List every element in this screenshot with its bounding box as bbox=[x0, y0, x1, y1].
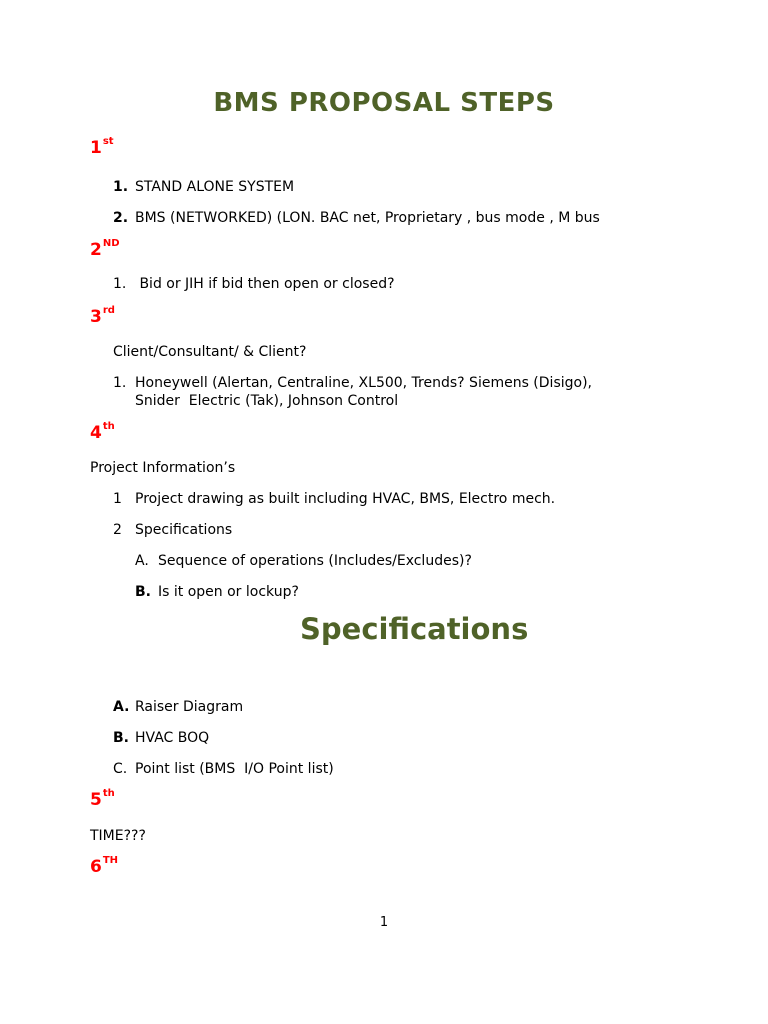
document-title: BMS PROPOSAL STEPS bbox=[213, 88, 555, 118]
step-3-heading: 3rd bbox=[90, 305, 115, 327]
list-item: HVAC BOQ bbox=[135, 730, 210, 746]
step-6-heading: 6TH bbox=[90, 855, 119, 877]
list-marker: 1 bbox=[113, 491, 122, 507]
list-item: Bid or JIH if bid then open or closed? bbox=[135, 276, 395, 292]
step-4-heading: 4th bbox=[90, 421, 115, 443]
list-marker: 2 bbox=[113, 522, 122, 538]
list-marker: B. bbox=[113, 730, 129, 746]
step-3-intro: Client/Consultant/ & Client? bbox=[113, 344, 307, 360]
step-1-heading: 1st bbox=[90, 136, 114, 158]
step-5-heading: 5th bbox=[90, 788, 115, 810]
list-item: Point list (BMS I/O Point list) bbox=[135, 761, 334, 777]
list-item: Project drawing as built including HVAC, BMS, Electro mech. bbox=[135, 491, 556, 507]
step-2-heading: 2ND bbox=[90, 238, 120, 260]
list-marker: C. bbox=[113, 761, 128, 777]
step-4-intro: Project Information’s bbox=[90, 460, 236, 476]
sub-list-marker: A. bbox=[135, 553, 149, 569]
list-marker: 1. bbox=[113, 375, 127, 391]
list-item: STAND ALONE SYSTEM bbox=[135, 179, 295, 195]
list-item: BMS (NETWORKED) (LON. BAC net, Proprietary , bus mode , M bus bbox=[135, 210, 600, 226]
section-title-specifications: Specifications bbox=[300, 612, 529, 646]
sub-list-item: Is it open or lockup? bbox=[158, 584, 299, 600]
sub-list-marker: B. bbox=[135, 584, 151, 600]
list-item: Raiser Diagram bbox=[135, 699, 244, 715]
list-marker: A. bbox=[113, 699, 130, 715]
list-marker: 1. bbox=[113, 179, 129, 195]
page-number: 1 bbox=[379, 915, 389, 930]
sub-list-item: Sequence of operations (Includes/Excludes)? bbox=[158, 553, 472, 569]
step-5-text: TIME??? bbox=[90, 828, 146, 844]
list-item-line-2: Snider Electric (Tak), Johnson Control bbox=[135, 393, 399, 409]
list-item: Specifications bbox=[135, 522, 233, 538]
list-item-line-1: Honeywell (Alertan, Centraline, XL500, Trends? Siemens (Disigo), bbox=[135, 375, 592, 391]
list-marker: 2. bbox=[113, 210, 129, 226]
list-marker: 1. bbox=[113, 276, 127, 292]
